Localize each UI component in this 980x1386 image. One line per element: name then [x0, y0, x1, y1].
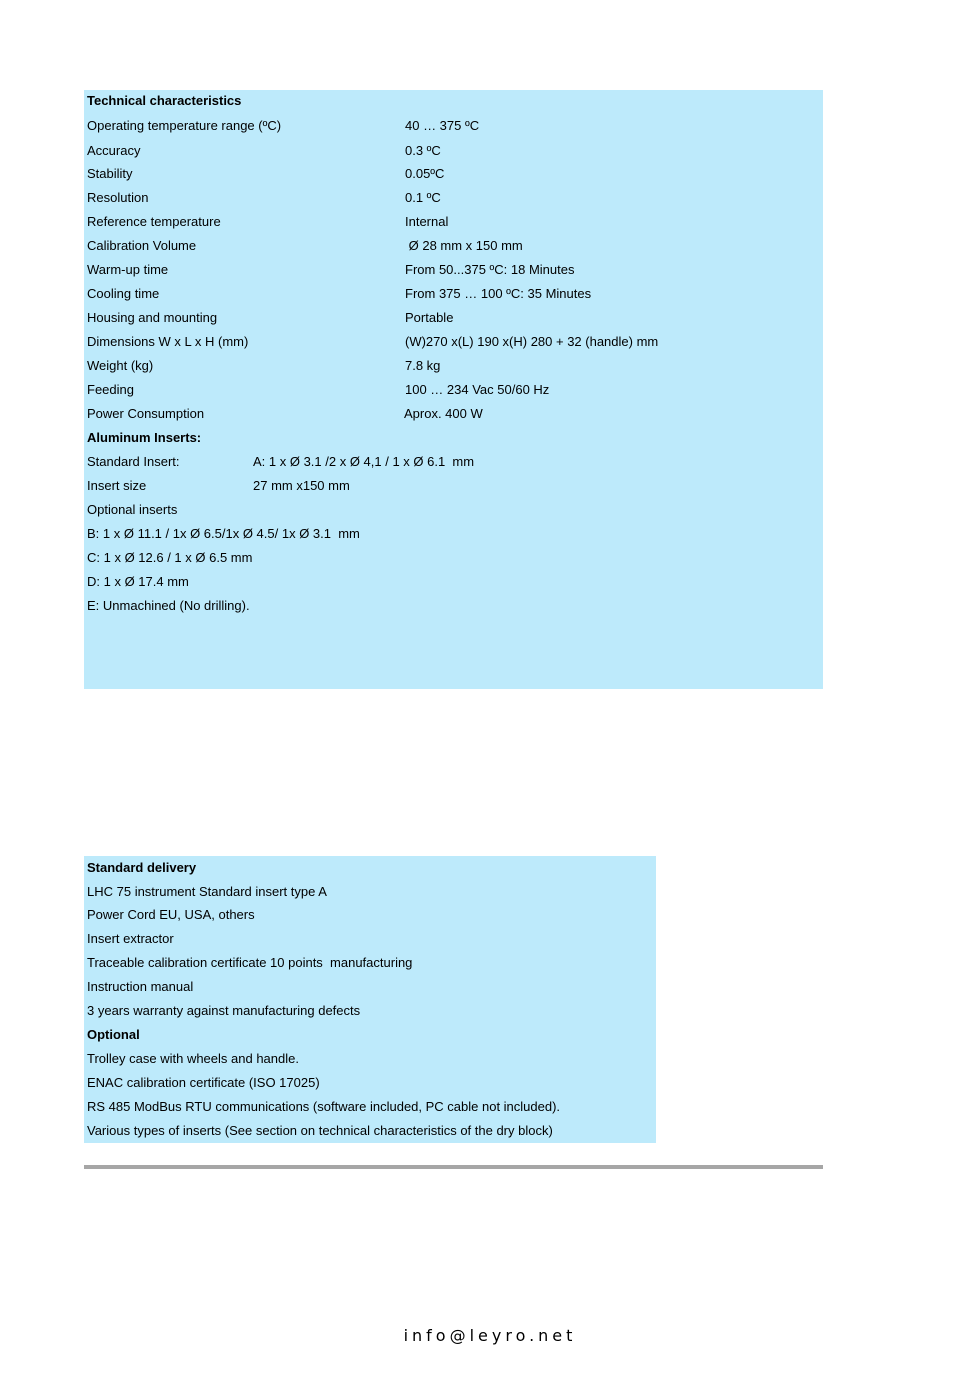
technical-title: Technical characteristics: [87, 93, 242, 108]
spec-label: Weight (kg): [87, 358, 154, 373]
spec-value: Internal: [405, 214, 449, 229]
technical-characteristics-panel: [84, 90, 823, 689]
spec-value: 0.1 ºC: [405, 190, 441, 205]
inserts-title: Aluminum Inserts:: [87, 430, 202, 445]
optional-insert-item: E: Unmachined (No drilling).: [87, 598, 250, 613]
optional-insert-item: D: 1 x Ø 17.4 mm: [87, 574, 189, 589]
spec-value: 0.05ºC: [405, 166, 445, 181]
footer-divider: [84, 1165, 823, 1169]
optional-insert-item: C: 1 x Ø 12.6 / 1 x Ø 6.5 mm: [87, 550, 253, 565]
optional-item: Trolley case with wheels and handle.: [87, 1051, 299, 1066]
insert-size-value: 27 mm x150 mm: [253, 478, 350, 493]
spec-value: From 375 … 100 ºC: 35 Minutes: [405, 286, 592, 301]
insert-size-label: Insert size: [87, 478, 147, 493]
delivery-item: Instruction manual: [87, 979, 194, 994]
delivery-item: 3 years warranty against manufacturing defects: [87, 1003, 361, 1018]
optional-title: Optional: [87, 1027, 140, 1042]
standard-delivery-panel: [84, 856, 656, 1143]
footer-email: info@leyro.net: [403, 1326, 577, 1345]
spec-value: 7.8 kg: [405, 358, 441, 373]
spec-label: Calibration Volume: [87, 238, 197, 253]
delivery-title: Standard delivery: [87, 860, 197, 875]
spec-label: Resolution: [87, 190, 149, 205]
spec-label: Reference temperature: [87, 214, 221, 229]
spec-value: From 50...375 ºC: 18 Minutes: [405, 262, 575, 277]
spec-label: Housing and mounting: [87, 310, 218, 325]
spec-value: 40 … 375 ºC: [405, 118, 480, 133]
optional-item: RS 485 ModBus RTU communications (software included, PC cable not included).: [87, 1099, 561, 1114]
spec-value: 100 … 234 Vac 50/60 Hz: [405, 382, 550, 397]
spec-value: 0.3 ºC: [405, 143, 441, 158]
spec-label: Operating temperature range (ºC): [87, 118, 282, 133]
spec-value: Aprox. 400 W: [404, 406, 483, 421]
delivery-item: LHC 75 instrument Standard insert type A: [87, 884, 327, 899]
optional-item: ENAC calibration certificate (ISO 17025): [87, 1075, 320, 1090]
spec-label: Power Consumption: [87, 406, 205, 421]
spec-label: Feeding: [87, 382, 134, 397]
delivery-item: Traceable calibration certificate 10 points manufacturing: [87, 955, 413, 970]
spec-value: Portable: [405, 310, 454, 325]
standard-insert-value: A: 1 x Ø 3.1 /2 x Ø 4,1 / 1 x Ø 6.1 mm: [253, 454, 475, 469]
spec-label: Warm-up time: [87, 262, 169, 277]
spec-value: Ø 28 mm x 150 mm: [405, 238, 523, 253]
optional-inserts-label: Optional inserts: [87, 502, 178, 517]
delivery-item: Power Cord EU, USA, others: [87, 907, 255, 922]
delivery-item: Insert extractor: [87, 931, 174, 946]
spec-label: Stability: [87, 166, 133, 181]
spec-value: (W)270 x(L) 190 x(H) 280 + 32 (handle) mm: [405, 334, 659, 349]
optional-insert-item: B: 1 x Ø 11.1 / 1x Ø 6.5/1x Ø 4.5/ 1x Ø 3.1 mm: [87, 526, 360, 541]
spec-label: Accuracy: [87, 143, 141, 158]
standard-insert-label: Standard Insert:: [87, 454, 180, 469]
spec-label: Dimensions W x L x H (mm): [87, 334, 249, 349]
optional-item: Various types of inserts (See section on technical characteristics of the dry block): [87, 1123, 553, 1138]
spec-label: Cooling time: [87, 286, 160, 301]
